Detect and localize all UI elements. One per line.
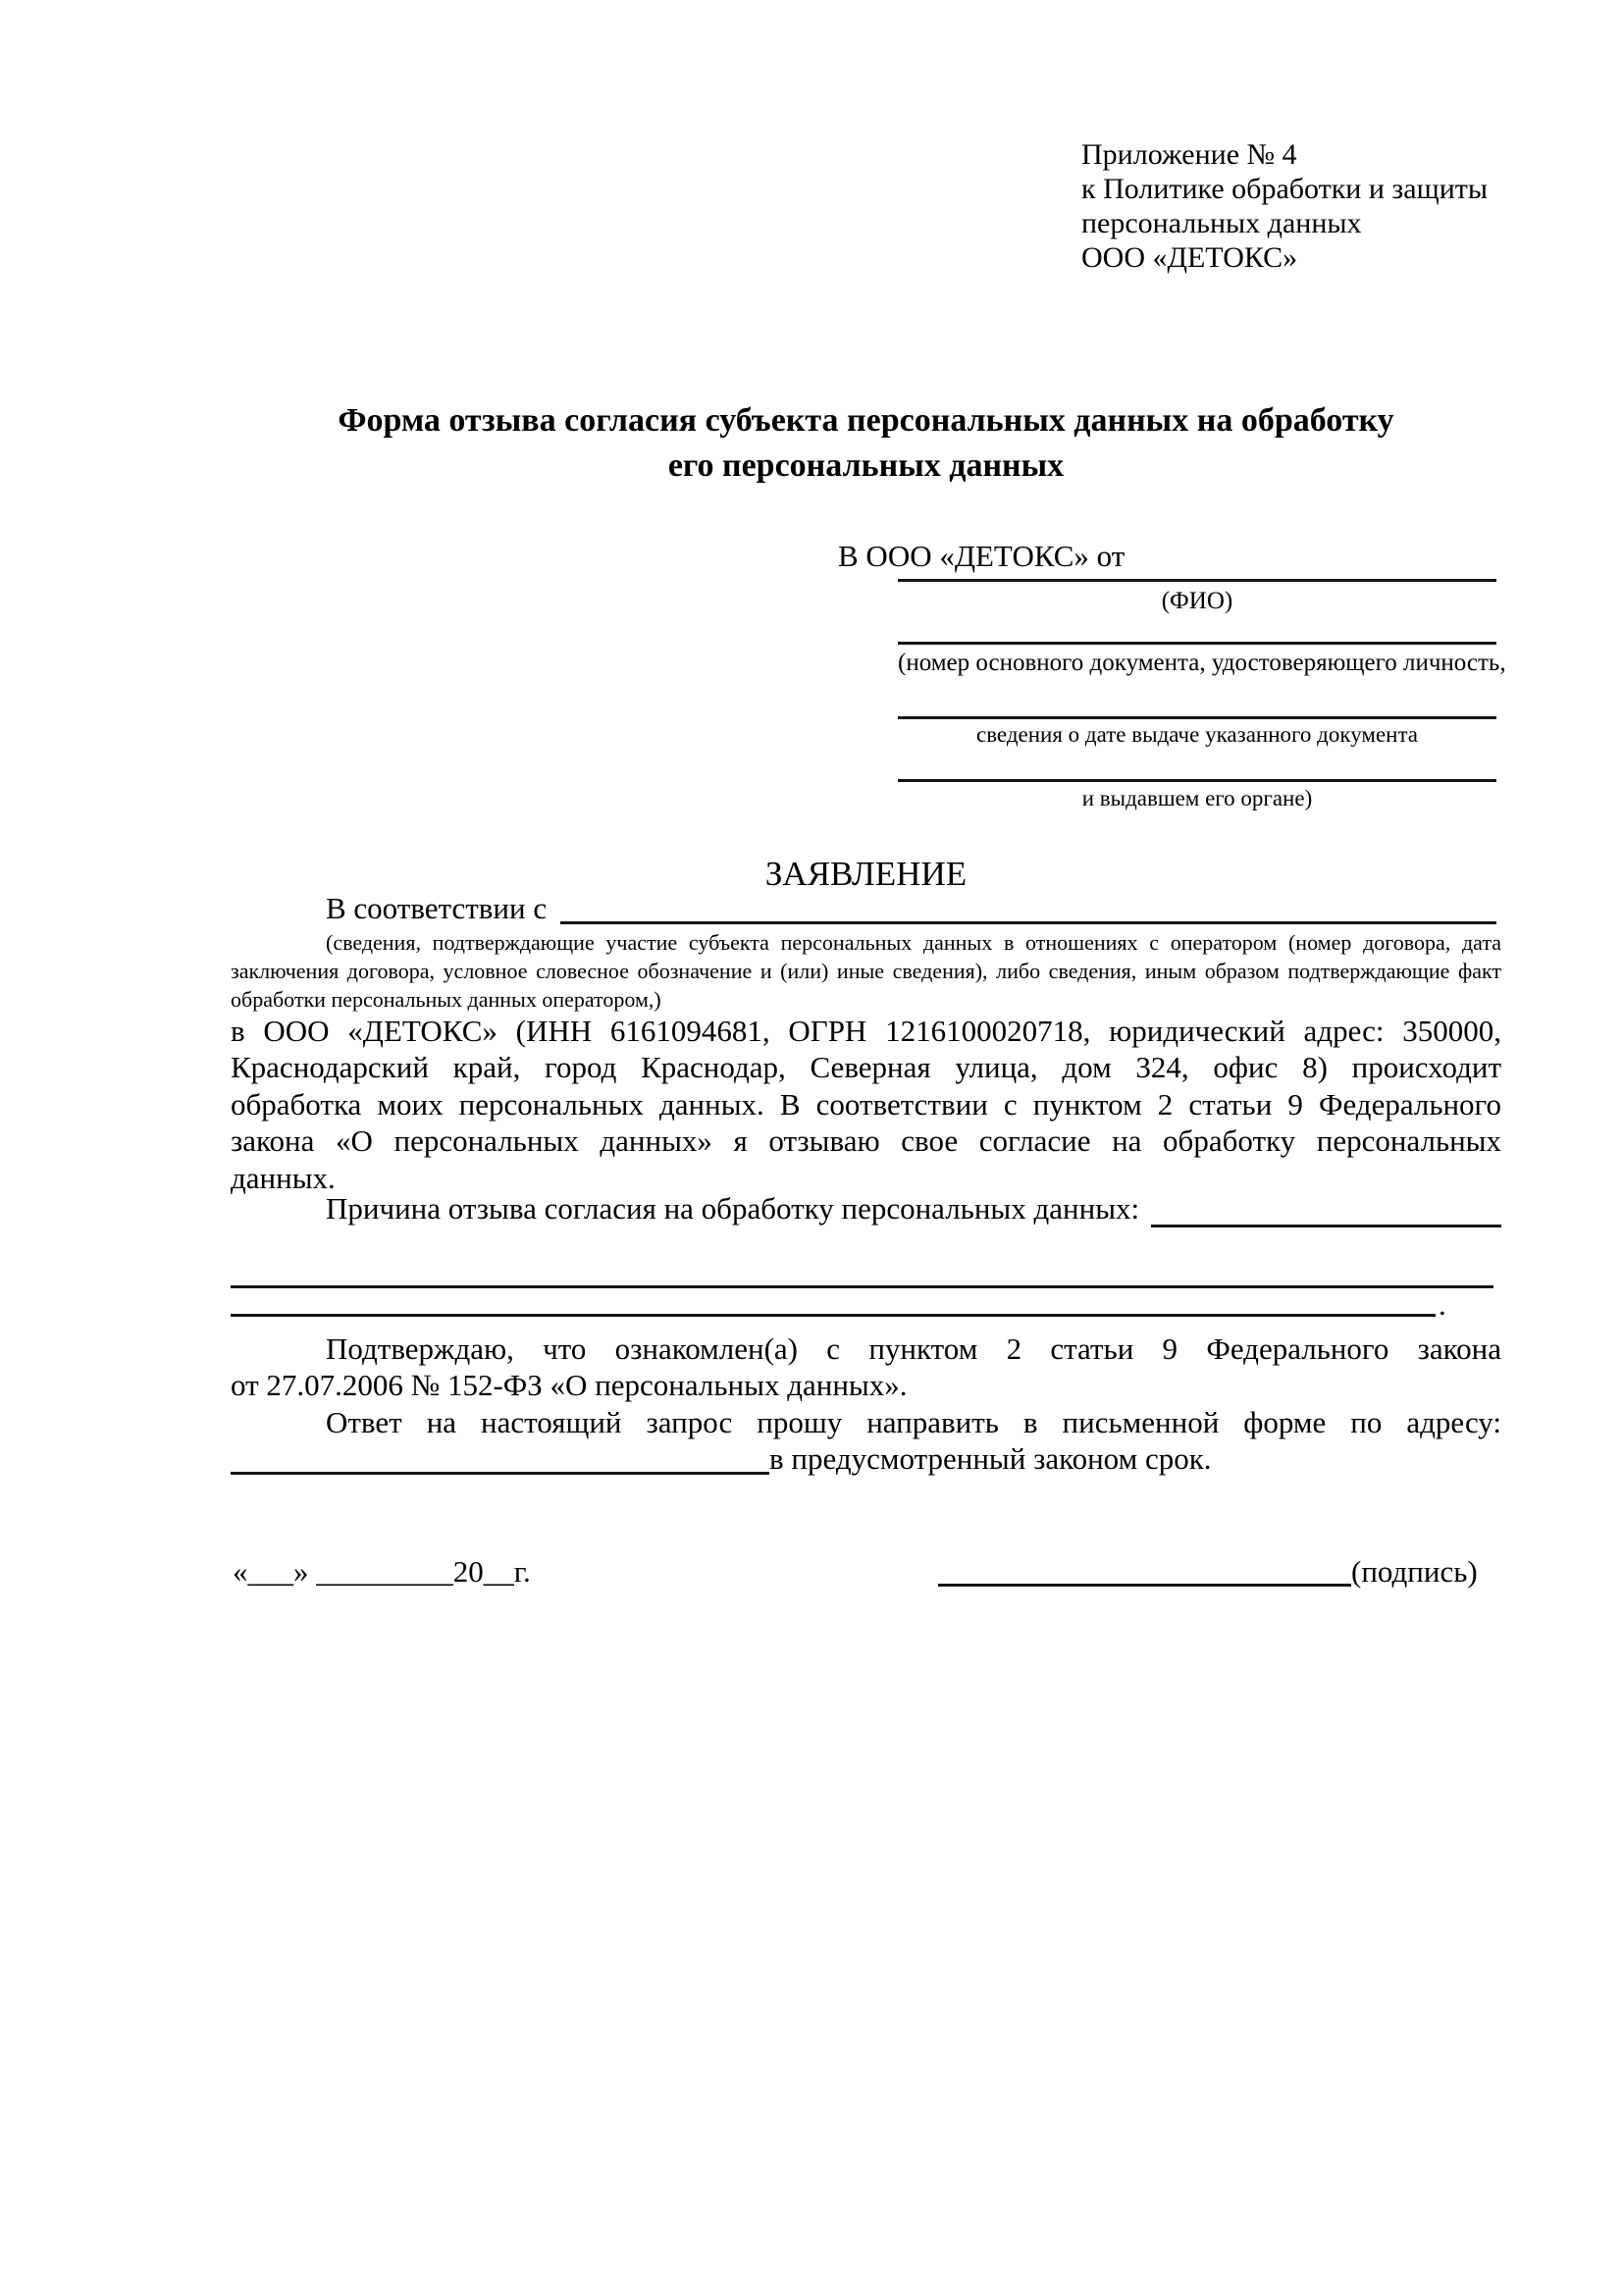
reason-blank-line-2 (231, 1285, 1493, 1288)
body-line: Краснодарский край, город Краснодар, Северная улица, дом 324, офис 8) происходит (231, 1050, 1501, 1085)
appendix-header-line: ООО «ДЕТОКС» (1081, 241, 1298, 274)
body-paragraph (231, 1013, 1501, 1196)
appendix-header (1081, 137, 1488, 275)
reply-request-line: Ответ на настоящий запрос прошу направить в письменной форме по адресу: (326, 1405, 1501, 1439)
date-blank: «___» _________20__г. (233, 1554, 531, 1589)
fio-blank-line (898, 579, 1496, 582)
note-line: обработки персональных данных оператором,) (231, 987, 661, 1012)
fio-caption: (ФИО) (1161, 588, 1233, 614)
note-block (231, 928, 1501, 1014)
issuing-authority-blank-line (898, 779, 1496, 782)
document-number-blank-line (898, 642, 1496, 645)
reason-blank-line-3 (231, 1314, 1436, 1317)
issuing-authority-caption: и выдавшем его органе) (1081, 786, 1313, 810)
body-line: обработка моих персональных данных. В соответствии с пунктом 2 статьи 9 Федерального (231, 1086, 1501, 1122)
intro-row (326, 891, 1496, 924)
reason-row (326, 1191, 1501, 1227)
body-line: данных. (231, 1160, 336, 1195)
appendix-header-line: к Политике обработки и защиты (1081, 173, 1489, 205)
address-blank-line (231, 1472, 769, 1475)
document-number-caption: (номер основного документа, удостоверяющего личность, (898, 650, 1506, 676)
blank-line-period: . (1439, 1287, 1446, 1322)
reason-blank-line (1151, 1191, 1501, 1227)
reply-tail: в предусмотренный законом срок. (769, 1441, 1212, 1476)
confirmation-line: Подтверждаю, что ознакомлен(а) с пунктом 2 статьи 9 Федерального закона (326, 1331, 1501, 1366)
issue-date-caption: сведения о дате выдаче указанного документа (975, 722, 1419, 747)
intro-prefix: В соответствии с (326, 891, 548, 925)
appendix-header-line: Приложение № 4 (1081, 138, 1297, 171)
confirmation-line: от 27.07.2006 № 152-ФЗ «О персональных данных». (231, 1368, 908, 1403)
statement-heading: ЗАЯВЛЕНИЕ (764, 855, 968, 893)
body-line: в ООО «ДЕТОКС» (ИНН 6161094681, ОГРН 1216100020718, юридический адрес: 350000, (231, 1014, 1501, 1048)
body-line: закона «О персональных данных» я отзываю свое согласие на обработку персональных (231, 1123, 1501, 1159)
document-title-line2: его персональных данных (667, 447, 1065, 484)
recipient-line: В ООО «ДЕТОКС» от (838, 539, 1126, 573)
note-line: заключения договора, условное словесное обозначение и (или) иные сведения), либо сведения, иным образом подтверждающие факт (231, 959, 1501, 983)
signature-caption: (подпись) (1351, 1554, 1478, 1589)
confirmation-paragraph (231, 1331, 1501, 1404)
signature-blank-line (938, 1584, 1351, 1587)
issue-date-blank-line (898, 716, 1496, 719)
note-line: (сведения, подтверждающие участие субъекта персональных данных в отношениях с оператором (номер договора, дата (326, 930, 1501, 955)
appendix-header-line: персональных данных (1081, 207, 1362, 239)
reason-label: Причина отзыва согласия на обработку персональных данных: (326, 1191, 1140, 1226)
intro-blank-line (560, 891, 1496, 924)
document-title (231, 398, 1501, 489)
document-title-line1: Форма отзыва согласия субъекта персональных данных на обработку (338, 402, 1394, 439)
